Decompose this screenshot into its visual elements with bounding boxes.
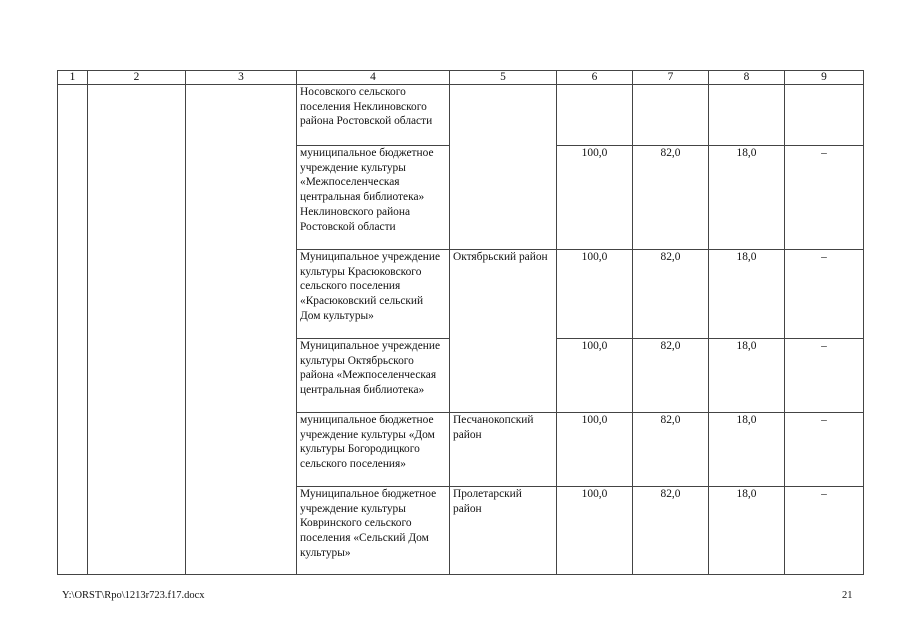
organization-cell: Муниципальное учреждение культуры Октябрьского района «Межпоселенческая центральная библиотека» <box>297 339 450 413</box>
district-cell: Песчанокопский район <box>450 413 557 487</box>
page-number: 21 <box>842 590 853 601</box>
row-number-cell <box>58 85 88 575</box>
other-cell: – <box>785 146 864 250</box>
total-cell: 100,0 <box>557 339 633 413</box>
other-cell: – <box>785 250 864 339</box>
column-number-header: 6 <box>557 71 633 85</box>
column-number-header: 8 <box>709 71 785 85</box>
local-cell: 18,0 <box>709 413 785 487</box>
organization-cell: Муниципальное бюджетное учреждение культуры Ковринского сельского поселения «Сельский Дом культуры» <box>297 487 450 575</box>
other-cell <box>785 85 864 146</box>
local-cell: 18,0 <box>709 146 785 250</box>
column-number-header: 9 <box>785 71 864 85</box>
local-cell: 18,0 <box>709 487 785 575</box>
column-number-header: 2 <box>88 71 186 85</box>
state-cell: 82,0 <box>633 339 709 413</box>
local-cell <box>709 85 785 146</box>
column-number-header: 3 <box>186 71 297 85</box>
other-cell: – <box>785 339 864 413</box>
other-cell: – <box>785 487 864 575</box>
allocation-table <box>57 70 864 575</box>
organization-cell: Муниципальное учреждение культуры Красюковского сельского поселения «Красюковский сельский Дом культуры» <box>297 250 450 339</box>
column-number-row <box>58 71 864 85</box>
state-cell <box>633 85 709 146</box>
col2-cell <box>88 85 186 575</box>
total-cell: 100,0 <box>557 413 633 487</box>
footer-file-path: Y:\ORST\Rpo\1213r723.f17.docx <box>62 590 205 601</box>
column-number-header: 1 <box>58 71 88 85</box>
organization-cell: Носовского сельского поселения Неклиновского района Ростовской области <box>297 85 450 146</box>
total-cell: 100,0 <box>557 487 633 575</box>
district-cell <box>450 85 557 250</box>
state-cell: 82,0 <box>633 146 709 250</box>
state-cell: 82,0 <box>633 250 709 339</box>
state-cell: 82,0 <box>633 487 709 575</box>
col3-cell <box>186 85 297 575</box>
other-cell: – <box>785 413 864 487</box>
district-cell: Пролетарский район <box>450 487 557 575</box>
table-row <box>58 85 864 146</box>
organization-cell: муниципальное бюджетное учреждение культуры «Дом культуры Богородицкого сельского поселения» <box>297 413 450 487</box>
state-cell: 82,0 <box>633 413 709 487</box>
total-cell <box>557 85 633 146</box>
column-number-header: 4 <box>297 71 450 85</box>
local-cell: 18,0 <box>709 250 785 339</box>
total-cell: 100,0 <box>557 146 633 250</box>
organization-cell: муниципальное бюджетное учреждение культуры «Межпоселенческая центральная библиотека» Неклиновского района Ростовской области <box>297 146 450 250</box>
total-cell: 100,0 <box>557 250 633 339</box>
district-cell: Октябрьский район <box>450 250 557 413</box>
local-cell: 18,0 <box>709 339 785 413</box>
column-number-header: 7 <box>633 71 709 85</box>
column-number-header: 5 <box>450 71 557 85</box>
